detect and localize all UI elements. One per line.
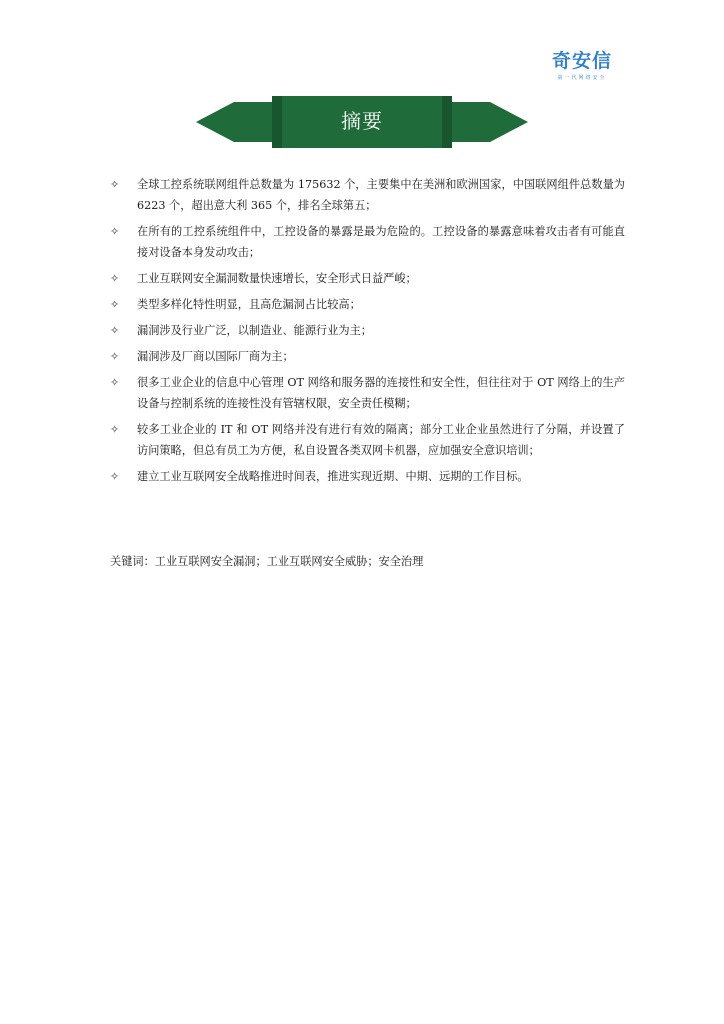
logo-name: 奇安信: [551, 50, 612, 72]
summary-item: [110, 174, 625, 216]
summary-item: [110, 346, 625, 367]
summary-item: [110, 466, 625, 487]
summary-item-text: 工业互联网安全漏洞数量快速增长，安全形式日益严峻；: [137, 272, 417, 285]
summary-item: [110, 221, 625, 263]
banner-title: 摘要: [341, 109, 383, 133]
diamond-bullet-icon: ✧: [110, 178, 120, 191]
diamond-bullet-icon: ✧: [110, 272, 120, 285]
diamond-bullet-icon: ✧: [110, 470, 120, 483]
summary-item-text: 较多工业企业的 IT 和 OT 网络并没有进行有效的隔离；部分工业企业虽然进行了分隔，并设置了访问策略，但总有员工为方便，私自设置各类双网卡机器，应加强安全意识培训；: [137, 423, 625, 457]
diamond-bullet-icon: ✧: [110, 225, 120, 238]
diamond-bullet-icon: ✧: [110, 350, 120, 363]
company-logo: [548, 50, 616, 81]
summary-item-text: 漏洞涉及厂商以国际厂商为主；: [137, 350, 294, 363]
section-banner: [196, 96, 528, 148]
summary-item-text: 漏洞涉及行业广泛，以制造业、能源行业为主；: [137, 324, 372, 337]
diamond-bullet-icon: ✧: [110, 376, 120, 389]
keywords-line: 关键词：工业互联网安全漏洞；工业互联网安全威胁；安全治理: [110, 555, 424, 568]
summary-item: [110, 294, 625, 315]
summary-item: [110, 419, 625, 461]
summary-item-text: 建立工业互联网安全战略推进时间表，推进实现近期、中期、远期的工作目标。: [137, 470, 529, 483]
diamond-bullet-icon: ✧: [110, 324, 120, 337]
summary-item-text: 类型多样化特性明显，且高危漏洞占比较高；: [137, 298, 361, 311]
summary-item-text: 很多工业企业的信息中心管理 OT 网络和服务器的连接性和安全性，但往往对于 OT 网络上的生产设备与控制系统的连接性没有管辖权限，安全责任模糊；: [137, 376, 625, 410]
diamond-bullet-icon: ✧: [110, 298, 120, 311]
summary-item-text: 全球工控系统联网组件总数量为 175632 个，主要集中在美洲和欧洲国家，中国联网组件总数量为 6223 个，超出意大利 365 个，排名全球第五；: [137, 178, 625, 212]
summary-item: [110, 372, 625, 414]
summary-item: [110, 268, 625, 289]
summary-item-text: 在所有的工控系统组件中，工控设备的暴露是最为危险的。工控设备的暴露意味着攻击者有可能直接对设备本身发动攻击；: [137, 225, 625, 259]
summary-item: [110, 320, 625, 341]
diamond-bullet-icon: ✧: [110, 423, 120, 436]
logo-tagline: 第一代网络安全: [557, 75, 607, 81]
summary-bullet-list: [110, 174, 625, 492]
